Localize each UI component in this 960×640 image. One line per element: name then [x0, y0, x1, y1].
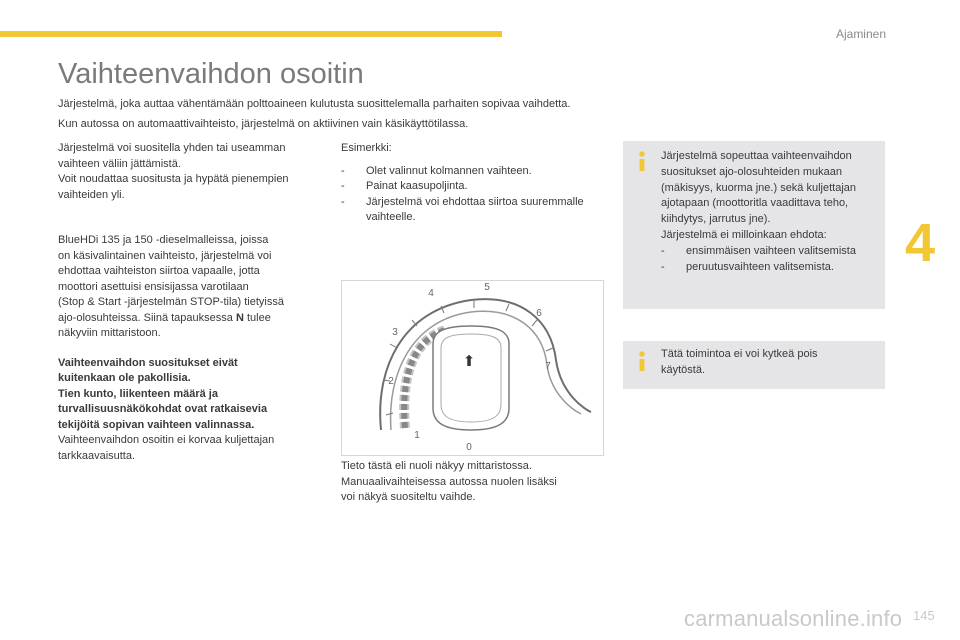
neutral-gear-letter: N	[235, 311, 244, 324]
instrument-cluster-illustration	[341, 280, 604, 456]
info-box-adaptation	[623, 141, 885, 309]
header-accent-bar	[0, 31, 502, 37]
scale-label: 6	[536, 308, 542, 319]
scale-label: 2	[388, 376, 394, 387]
paragraph-warning	[58, 356, 328, 465]
text-line: vaihteiden yli.	[58, 188, 125, 201]
examples-list	[341, 164, 601, 226]
text-line: tarkkaavaisutta.	[58, 449, 136, 462]
watermark-url: carmanualsonline.info	[684, 606, 903, 631]
text-line: Voit noudattaa suositusta ja hypätä pienempien	[58, 173, 289, 185]
text-line: Manuaalivaihteisessa autossa nuolen lisäksi	[341, 475, 557, 488]
info-icon	[635, 350, 649, 372]
text-line: ehdottaa vaihteiston siirtoa vapaalle, jotta	[58, 265, 260, 277]
text-line: voi näkyä suositeltu vaihde.	[341, 491, 476, 503]
middle-column	[341, 141, 601, 226]
info-box-cannot-disable	[623, 341, 885, 389]
text-line: Tieto tästä eli nuoli näkyy mittaristossa.	[341, 460, 532, 472]
bold-line: Tien kunto, liikenteen määrä ja	[58, 387, 218, 400]
chapter-number: 4	[905, 213, 936, 273]
examples-label: Esimerkki:	[341, 142, 392, 154]
text-line: ajo-olosuhteissa. Siinä tapauksessa	[58, 311, 236, 324]
left-column	[58, 141, 328, 464]
info-box-text	[661, 149, 877, 275]
list-item: - Olet valinnut kolmannen vaihteen.	[341, 164, 601, 180]
list-item: - ensimmäisen vaihteen valitsemista	[661, 244, 877, 260]
text-line: Järjestelmä ei milloinkaan ehdota:	[661, 228, 827, 241]
bold-line: kuitenkaan ole pakollisia.	[58, 372, 191, 384]
text-line: Tätä toimintoa ei voi kytkeä pois	[661, 348, 818, 360]
scale-label: 4	[428, 288, 434, 299]
scale-label: 3	[392, 327, 398, 338]
text-line: käytöstä.	[661, 363, 706, 376]
paragraph-suggestions	[58, 141, 328, 203]
text-line: moottori asettuisi ensisijassa varotilaan	[58, 280, 249, 293]
scale-label: 0	[466, 442, 472, 453]
bold-line: tekijöitä sopivan vaihteen valinnassa.	[58, 418, 255, 431]
text-line: (mäkisyys, kuorma jne.) sekä kuljettajan	[661, 181, 857, 194]
text-line: näkyviin mittaristoon.	[58, 327, 161, 339]
list-item: - Järjestelmä voi ehdottaa siirtoa suuremmalle vaihteelle.	[341, 195, 601, 226]
scale-label: 1	[414, 430, 420, 441]
text-line: vaihteen väliin jättämistä.	[58, 157, 181, 170]
info-box-text	[661, 347, 877, 379]
paragraph-bluehdi	[58, 233, 328, 342]
page-number: 145	[913, 608, 935, 623]
illustration-caption	[341, 459, 611, 506]
bold-line: turvallisuusnäkökohdat ovat ratkaisevia	[58, 403, 268, 415]
text-line: kiihdytys, jarrutus jne).	[661, 213, 771, 226]
list-item: - Painat kaasupoljinta.	[341, 179, 601, 195]
gauge-svg	[341, 280, 604, 456]
bold-line: Vaihteenvaihdon suositukset eivät	[58, 356, 238, 369]
section-name: Ajaminen	[835, 27, 886, 41]
text-line: suositukset ajo-olosuhteiden mukaan	[661, 165, 843, 178]
upshift-arrow-icon: ⬆	[462, 352, 476, 370]
text-line: Järjestelmä voi suositella yhden tai useamman	[58, 142, 286, 154]
list-item: - peruutusvaihteen valitsemista.	[661, 260, 877, 276]
text-line: BlueHDi 135 ja 150 -dieselmalleissa, joissa	[58, 234, 269, 246]
info-icon	[635, 150, 649, 172]
text-line: Järjestelmä sopeuttaa vaihteenvaihdon	[661, 150, 852, 162]
scale-label: 5	[484, 282, 490, 293]
text-line: on käsivalintainen vaihteisto, järjestelmä voi	[58, 249, 272, 262]
page-title: Vaihteenvaihdon osoitin	[58, 58, 364, 90]
intro-line: Järjestelmä, joka auttaa vähentämään polttoaineen kulutusta suosittelemalla parhaiten sopivaa vaihdetta.	[58, 98, 571, 110]
intro-line: Kun autossa on automaattivaihteisto, järjestelmä on aktiivinen vain käsikäyttötilassa.	[58, 118, 469, 130]
text-line: (Stop & Start -järjestelmän STOP-tila) tietyissä	[58, 296, 284, 308]
text-line: Vaihteenvaihdon osoitin ei korvaa kuljettajan	[58, 434, 275, 446]
text-fragment: tulee	[243, 311, 271, 324]
scale-label: 7	[545, 361, 551, 372]
never-suggests-list	[661, 244, 877, 276]
text-line: ajotapaan (moottoritla vaadittava teho,	[661, 197, 849, 210]
